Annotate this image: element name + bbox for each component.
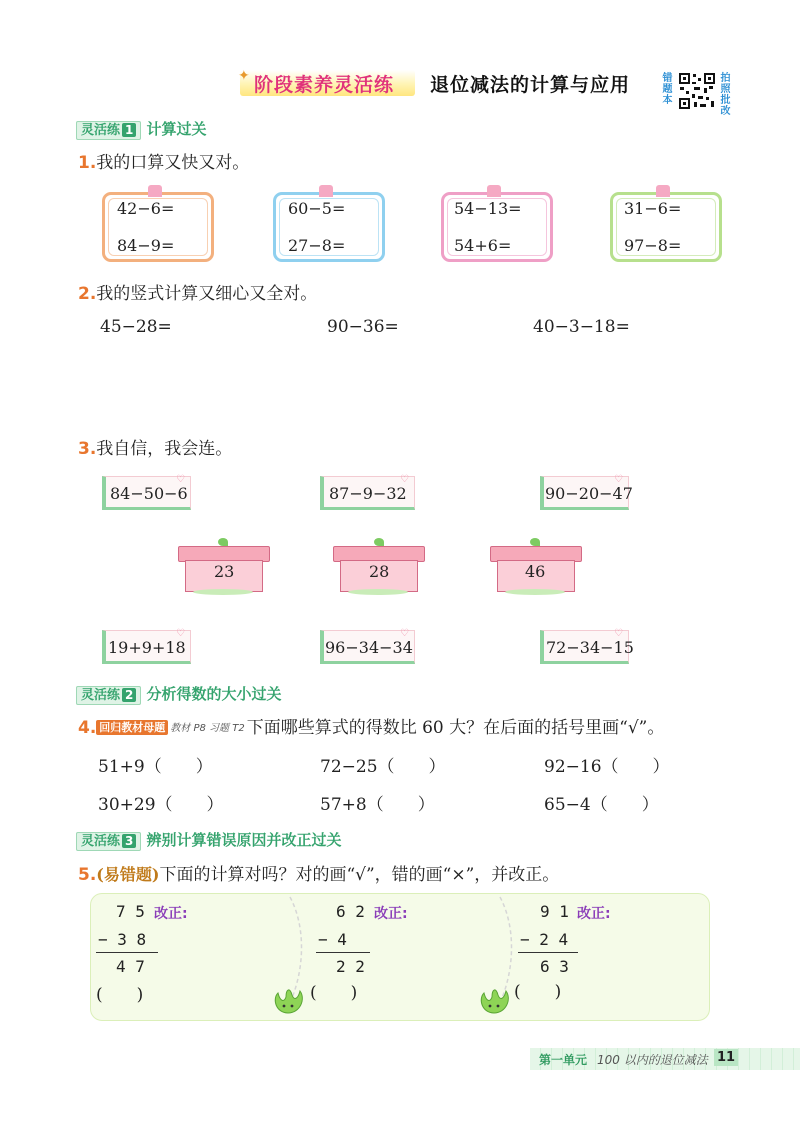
section-3-header — [76, 829, 341, 850]
compare-item[interactable]: 57+8（ ） — [320, 795, 435, 815]
clip-icon — [487, 185, 501, 197]
question-3: 3.我自信，我会连。 — [78, 439, 233, 459]
question-2: 2.我的竖式计算又细心又全对。 — [78, 284, 318, 304]
question-text: 下面的计算对吗？对的画“√”，错的画“×”，并改正。 — [159, 865, 560, 885]
heart-icon: ♡ — [176, 628, 185, 639]
question-text: 我的竖式计算又细心又全对。 — [96, 284, 318, 304]
match-card-text: 19+9+18 — [108, 638, 186, 657]
section-title: 辨别计算错误原因并改正过关 — [146, 831, 342, 849]
grass-decoration — [348, 589, 408, 595]
sparkle-icon: ✦ — [238, 68, 250, 84]
minuend: 9 1 — [540, 902, 569, 921]
section-tag: 灵活练 1 — [76, 121, 141, 140]
oral-expr: 54+6= — [454, 236, 512, 255]
judge-paren[interactable]: ( ) — [310, 983, 358, 1003]
subtrahend: − 2 4 — [520, 930, 569, 949]
section-title: 计算过关 — [146, 120, 207, 138]
section-2-header — [76, 683, 281, 704]
result: 6 3 — [540, 957, 569, 976]
plant-mascot-icon — [476, 985, 512, 1015]
sprout-icon — [530, 538, 540, 546]
heart-icon: ♡ — [400, 628, 409, 639]
result: 4 7 — [116, 957, 145, 976]
compare-item[interactable]: 72−25（ ） — [320, 757, 446, 777]
error-prone-label: (易错题) — [96, 865, 160, 884]
oral-expr: 27−8= — [288, 236, 346, 255]
match-card-text: 90−20−47 — [545, 484, 633, 503]
textbook-badge: 回归教材母题 — [96, 720, 168, 735]
compare-item[interactable]: 30+29（ ） — [98, 795, 224, 815]
qr-code-icon[interactable] — [678, 72, 716, 110]
footer-title: 100 以内的退位减法 — [597, 1053, 708, 1067]
correction-label: 改正: — [154, 906, 188, 922]
question-5: 5.(易错题)下面的计算对吗？对的画“√”，错的画“×”，并改正。 — [78, 865, 560, 885]
compare-item[interactable]: 65−4（ ） — [544, 795, 659, 815]
mistake-book-label: 错 题 本 — [662, 73, 673, 106]
mailbox-number: 23 — [214, 562, 235, 581]
oral-expr: 84−9= — [117, 236, 175, 255]
section-1-header — [76, 118, 206, 139]
heart-icon: ♡ — [400, 474, 409, 485]
oral-expr: 42−6= — [117, 199, 175, 218]
header-tag: 阶段素养灵活练 — [254, 74, 395, 96]
textbook-ref: 教材 P8 习题 T2 — [170, 723, 245, 734]
compare-item[interactable]: 51+9（ ） — [98, 757, 213, 777]
correction-label: 改正: — [374, 906, 408, 922]
minuend: 7 5 — [116, 902, 145, 921]
match-card-text: 84−50−6 — [110, 484, 188, 503]
question-text: 我自信，我会连。 — [96, 439, 233, 459]
oral-expr: 54−13= — [454, 199, 522, 218]
result: 2 2 — [336, 957, 365, 976]
subtrahend: − 4 — [318, 930, 347, 949]
question-1: 1.我的口算又快又对。 — [78, 153, 250, 173]
section-tag: 灵活练 3 — [76, 832, 141, 851]
calc-line — [518, 952, 578, 953]
oral-expr: 97−8= — [624, 236, 682, 255]
match-card-text: 72−34−15 — [546, 638, 634, 657]
heart-icon: ♡ — [614, 474, 623, 485]
match-card-text: 87−9−32 — [329, 484, 407, 503]
question-4: 4. 回归教材母题 教材 P8 习题 T2 下面哪些算式的得数比 60 大？在后面的括号里画“√”。 — [78, 718, 665, 738]
calc-line — [96, 952, 158, 953]
match-card-text: 96−34−34 — [325, 638, 413, 657]
vertical-calc-expr: 45−28= — [100, 317, 172, 337]
clip-icon — [319, 185, 333, 197]
question-text: 下面哪些算式的得数比 60 大？在后面的括号里画“√”。 — [246, 718, 665, 738]
compare-item[interactable]: 92−16（ ） — [544, 757, 670, 777]
vertical-calc-expr: 90−36= — [327, 317, 399, 337]
heart-icon: ♡ — [176, 474, 185, 485]
heart-icon: ♡ — [614, 628, 623, 639]
vertical-calc-expr: 40−3−18= — [533, 317, 630, 337]
sprout-icon — [218, 538, 228, 546]
mailbox-number: 28 — [369, 562, 390, 581]
mailbox-number: 46 — [525, 562, 546, 581]
clip-icon — [148, 185, 162, 197]
page-number: 11 — [714, 1049, 738, 1066]
sprout-icon — [374, 538, 384, 546]
oral-expr: 60−5= — [288, 199, 346, 218]
clip-icon — [656, 185, 670, 197]
judge-paren[interactable]: ( ) — [514, 982, 562, 1002]
minuend: 6 2 — [336, 902, 365, 921]
section-title: 分析得数的大小过关 — [146, 685, 282, 703]
calc-line — [316, 952, 370, 953]
question-text: 我的口算又快又对。 — [96, 153, 250, 173]
oral-expr: 31−6= — [624, 199, 682, 218]
section-tag: 灵活练 2 — [76, 686, 141, 705]
photo-check-label: 拍 照 批 改 — [720, 73, 731, 117]
grass-decoration — [505, 589, 565, 595]
plant-mascot-icon — [270, 985, 306, 1015]
subtrahend: − 3 8 — [98, 930, 147, 949]
page-title: 退位减法的计算与应用 — [430, 74, 631, 96]
grass-decoration — [193, 589, 253, 595]
judge-paren[interactable]: ( ) — [96, 985, 144, 1005]
footer-unit: 第一单元 — [539, 1053, 588, 1067]
correction-label: 改正: — [577, 906, 611, 922]
